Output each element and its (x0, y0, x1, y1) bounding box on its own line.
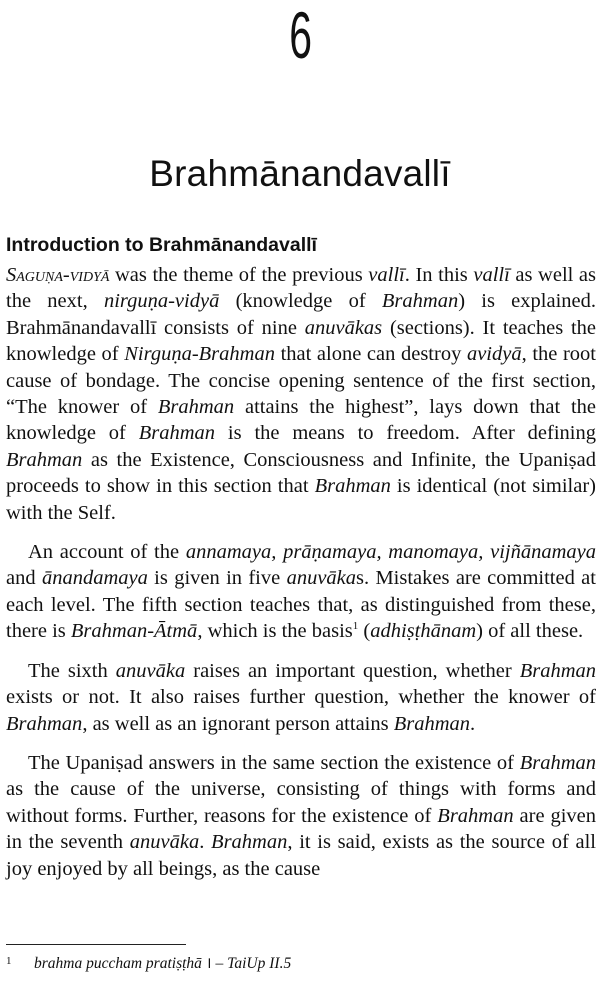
text-run: . (199, 831, 212, 854)
paragraph-1 (6, 262, 596, 526)
footnote-reference: TaiUp II.5 (227, 955, 292, 972)
italic-term: vallī (368, 264, 405, 286)
italic-term: avidyā (466, 343, 522, 366)
text-run: and (6, 567, 42, 590)
footnote-rule (6, 944, 186, 945)
text-run: was the theme of the previous (109, 264, 369, 286)
text-run: . (470, 712, 476, 735)
footnote-ref: 1 (352, 620, 359, 633)
text-run: ) is explained. Brahmānandavallī consists of nine (6, 290, 596, 339)
chapter-title: Brahmānandavallī (149, 153, 451, 194)
text-run: attains the highest”, lays down that the knowledge of (6, 396, 597, 445)
text-run: . In this (404, 264, 474, 286)
text-run: exists or not. It also raises further question, whether the knower of (6, 686, 596, 709)
text-run: The sixth (28, 659, 116, 682)
text-run: as well as the next, (6, 264, 597, 313)
italic-term: Brahman (437, 804, 514, 827)
footnote-text: brahma puccham pratiṣṭhā (34, 955, 202, 972)
body-text (6, 262, 596, 882)
text-run: as the cause of the universe, consisting of things with forms and without forms. Further, reasons for the existence of (6, 778, 596, 827)
text-run: , the root cause of bondage. The concise opening sentence of the first section, “The knower of (6, 343, 596, 419)
text-run: (sections). It teaches the knowledge of (6, 316, 596, 366)
text-run: The Upaniṣad answers in the same section the existence of (28, 751, 520, 774)
footnote (6, 955, 596, 974)
paragraph-2 (6, 539, 596, 645)
text-run: raises an important question, whether (185, 659, 520, 682)
italic-term: nirguṇa-vidyā (103, 290, 220, 313)
text-run: that alone can destroy (274, 343, 467, 366)
text-run: are given in the seventh (6, 804, 596, 854)
footnote-separator: । – (201, 955, 228, 972)
italic-term: adhiṣṭhānam (370, 620, 477, 643)
text-run: , as well as an ignorant person attains (82, 712, 394, 735)
italic-term: Brahman (519, 659, 596, 682)
italic-term: anuvāka (115, 659, 186, 682)
italic-term: Brahman (138, 422, 216, 445)
paragraph-4 (6, 750, 596, 882)
footnote-marker: 1 (6, 955, 12, 967)
italic-term: Brahman (6, 448, 83, 471)
text-run: s. Mistakes are committed at each level. The fifth section teaches that, as distinguished from these, there is (6, 567, 596, 643)
italic-term: Brahman (393, 712, 471, 735)
text-run: is identical (not similar) with the Self. (6, 475, 596, 524)
text-run: (knowledge of (219, 290, 382, 313)
italic-term: Brahman (314, 475, 391, 498)
italic-term: vallī (473, 264, 510, 286)
italic-term: ānandamaya (41, 567, 148, 590)
text-run: ( (358, 620, 371, 643)
italic-term: Brahman (211, 831, 288, 854)
text-run: ) of all these. (476, 620, 584, 643)
text-run: is given in five (147, 567, 287, 590)
text-run: , it is said, exists as the source of all joy enjoyed by all beings, as the cause (6, 831, 596, 880)
text-run: An account of the (28, 541, 186, 564)
text-run: as the Existence, Consciousness and Infinite, the Upaniṣad proceeds to show in this section that (6, 448, 596, 498)
italic-term: Brahman (381, 290, 459, 313)
italic-term: Brahman (157, 396, 235, 419)
italic-term: Nirguṇa-Brahman (124, 343, 275, 366)
italic-term: anuvāka (129, 831, 200, 854)
chapter-number: 6 (289, 0, 311, 72)
italic-term: anuvāka (286, 567, 357, 590)
italic-term: annamaya, prāṇamaya, manomaya, vijñānamaya (185, 541, 596, 564)
italic-term: Brahman-Ātmā (70, 620, 198, 643)
italic-term: anuvākas (304, 316, 383, 339)
text-run: , which is the basis (197, 620, 353, 643)
paragraph-3 (6, 658, 596, 737)
italic-term: Brahman (519, 751, 596, 774)
text-run: is the means to freedom. After defining (215, 422, 596, 445)
section-heading: Introduction to Brahmānandavallī (6, 234, 317, 256)
italic-term: Brahman (6, 712, 83, 735)
small-caps-term: Saguṇa-vidyā (6, 264, 110, 286)
